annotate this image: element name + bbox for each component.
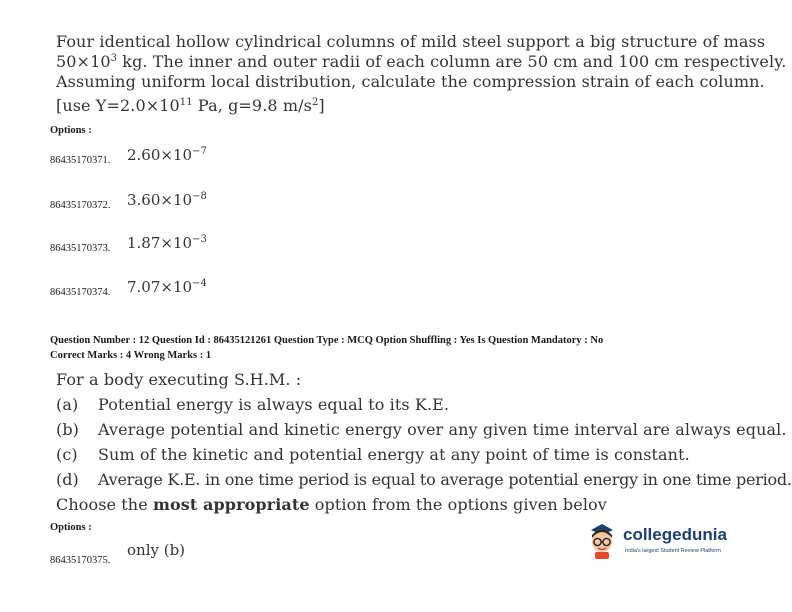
- exponent: 3: [110, 53, 118, 64]
- options-label: Options :: [50, 125, 92, 136]
- statement-item: [56, 445, 690, 464]
- statement-text: Potential energy is always equal to its K.E.: [98, 395, 450, 414]
- given-fragment: ]: [318, 96, 325, 115]
- statement-label: (a): [56, 395, 79, 414]
- statement-label: (b): [56, 420, 80, 439]
- option-id: 86435170375.: [50, 555, 111, 566]
- statement-item: [56, 420, 787, 439]
- question-text-line: Four identical hollow cylindrical columns of mild steel support a big structure of mass: [56, 32, 766, 51]
- question-text-line: Assuming uniform local distribution, calculate the compression strain of each column.: [56, 72, 765, 91]
- option-id: 86435170374.: [50, 287, 111, 298]
- options-label: Options :: [50, 522, 92, 533]
- question-meta: Question Number : 12 Question Id : 86435121261 Question Type : MCQ Option Shuffling : Yes Is Question Mandatory : No: [50, 335, 604, 346]
- statement-item: [56, 395, 449, 414]
- logo-wordmark: collegedunia: [623, 525, 727, 544]
- question-text-line: [56, 52, 786, 71]
- marks-meta: Correct Marks : 4 Wrong Marks : 1: [50, 350, 212, 361]
- emphasis-text: most appropriate: [152, 495, 310, 514]
- statement-item: [56, 470, 792, 489]
- statement-label: (c): [56, 445, 78, 464]
- option-id: 86435170371.: [50, 155, 111, 166]
- exponent: −7: [192, 146, 207, 157]
- statement-text: Average potential and kinetic energy over any given time interval are always equal.: [98, 420, 787, 439]
- logo-tagline: India's largest Student Review Platform: [625, 548, 721, 554]
- instruction-line: Choose the most appropriate option from the options given belov: [56, 495, 607, 514]
- exponent: 2: [311, 97, 319, 108]
- option-value: only (b): [127, 541, 186, 559]
- exponent: −3: [192, 234, 207, 245]
- option-value: $3.60\times 10^{-8}$: [127, 191, 207, 209]
- mass-value: 50×10: [56, 52, 111, 71]
- given-fragment: [use Y=2.0×10: [56, 96, 180, 115]
- exponent: −8: [192, 191, 207, 202]
- exponent: −4: [192, 278, 207, 289]
- statement-text: Average K.E. in one time period is equal to average potential energy in one time period.: [98, 470, 792, 489]
- question-intro: For a body executing S.H.M. :: [56, 370, 302, 389]
- given-fragment: Pa, g=9.8 m/s: [192, 96, 312, 115]
- given-values-line: [56, 96, 325, 115]
- collegedunia-logo: [585, 520, 765, 570]
- statement-text: Sum of the kinetic and potential energy at any point of time is constant.: [98, 445, 690, 464]
- option-value: $7.07\times 10^{-4}$: [127, 278, 207, 296]
- mascot-icon: [585, 520, 619, 560]
- option-value: $1.87\times 10^{-3}$: [127, 234, 207, 252]
- exponent: 11: [179, 97, 193, 108]
- option-value: $2.60\times 10^{-7}$: [127, 146, 207, 164]
- option-id: 86435170372.: [50, 200, 111, 211]
- question-text-fragment: kg. The inner and outer radii of each column are 50 cm and 100 cm respectively.: [117, 52, 787, 71]
- option-id: 86435170373.: [50, 243, 111, 254]
- statement-label: (d): [56, 470, 79, 489]
